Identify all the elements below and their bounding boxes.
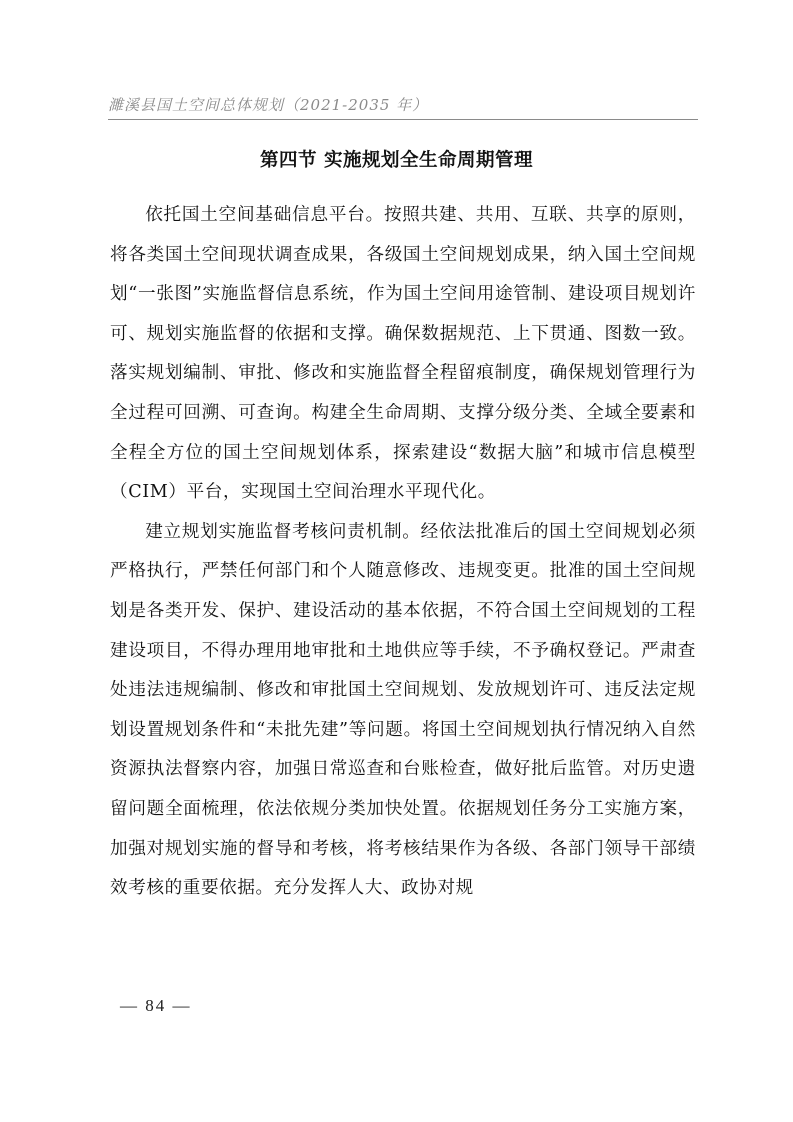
page-number: — 84 — [120,996,192,1015]
paragraph-platform: 依托国土空间基础信息平台。按照共建、共用、互联、共享的原则，将各类国土空间现状调查成果，各级国土空间规划成果，纳入国土空间规划“一张图”实施监督信息系统，作为国土空间用途管制、建设项目规划许可、规划实施监督的依据和支撑。确保数据规范、上下贯通、图数一致。落实规划编制、审批、修改和实施监督全程留痕制度，确保规划管理行为全过程可回溯、可查询。构建全生命周期、支撑分级分类、全域全要素和全程全方位的国土空间规划体系，探索建设“数据大脑”和城市信息模型（CIM）平台，实现国土空间治理水平现代化。 [110,205,696,503]
header-divider [108,119,698,120]
paragraph-supervision: 建立规划实施监督考核问责机制。经依法批准后的国土空间规划必须严格执行，严禁任何部门和个人随意修改、违规变更。批准的国土空间规划是各类开发、保护、建设活动的基本依据，不符合国土空间规划的工程建设项目，不得办理用地审批和土地供应等手续，不予确权登记。严肃查处违法违规编制、修改和审批国土空间规划、发放规划许可、违反法定规划设置规划条件和“未批先建”等问题。将国土空间规划执行情况纳入自然资源执法督察内容，加强日常巡查和台账检查，做好批后监管。对历史遗留问题全面梳理，依法依规分类加快处置。依据规划任务分工实施方案，加强对规划实施的督导和考核，将考核结果作为各级、各部门领导干部绩效考核的重要依据。充分发挥人大、政协对规 [110,521,696,899]
running-header: 濉溪县国土空间总体规划（2021-2035 年） [108,96,429,114]
body-text [110,196,696,909]
section-title: 第四节 实施规划全生命周期管理 [260,150,533,171]
